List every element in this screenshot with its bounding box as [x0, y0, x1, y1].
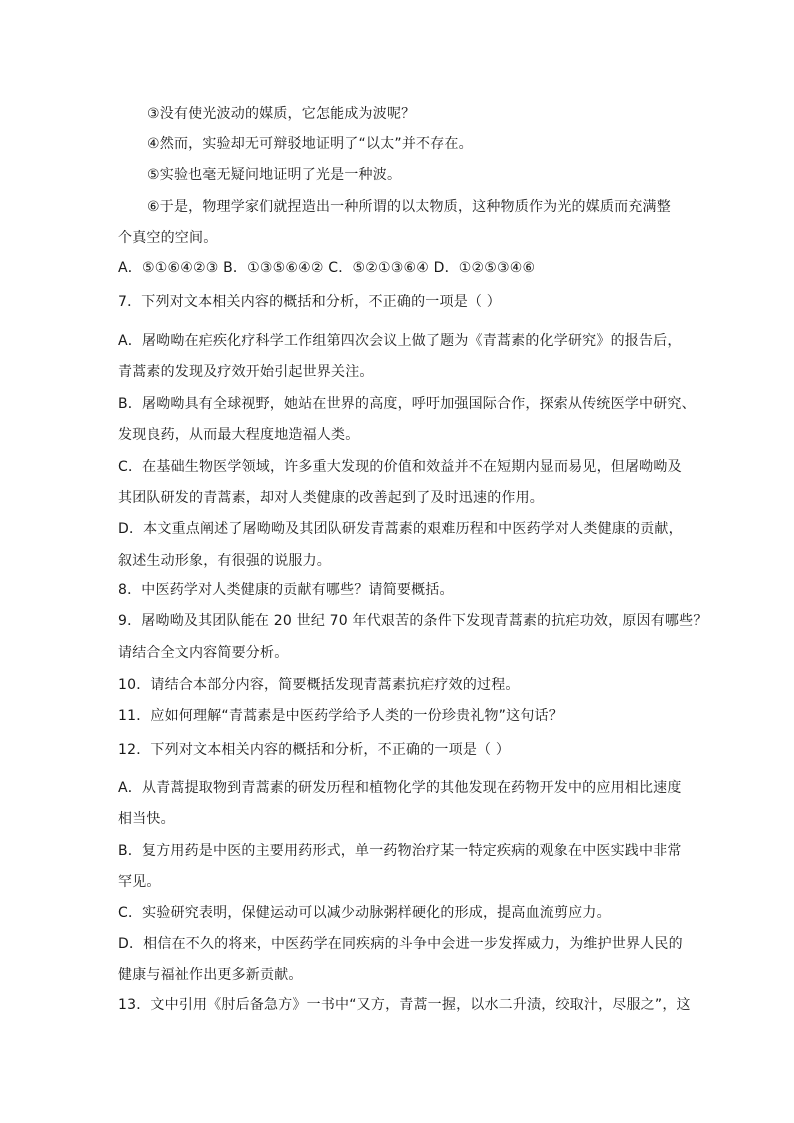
question-9-cont: 请结合全文内容简要分析。	[118, 645, 289, 661]
q7-option-c-cont: 其团队研发的青蒿素，却对人类健康的改善起到了及时迅速的作用。	[118, 490, 544, 506]
q7-option-d: D．本文重点阐述了屠呦呦及其团队研发青蒿素的艰难历程和中医药学对人类健康的贡献，	[118, 521, 683, 537]
q12-option-b: B．复方用药是中医的主要用药形式，单一药物治疗某一特定疾病的观象在中医实践中非常	[118, 843, 682, 859]
q12-option-a-cont: 相当快。	[118, 811, 175, 827]
question-9: 9．屠呦呦及其团队能在 20 世纪 70 年代艰苦的条件下发现青蒿素的抗疟功效，原因有哪些？	[118, 613, 708, 629]
passage-sentence-5: ⑤实验也毫无疑问地证明了光是一种波。	[147, 167, 402, 183]
passage-sentence-6: ⑥于是，物理学家们就捏造出一种所谓的以太物质，这种物质作为光的媒质而充满整	[147, 199, 671, 215]
passage-sentence-6-cont: 个真空的空间。	[118, 230, 218, 246]
passage-sentence-3: ③没有使光波动的媒质，它怎能成为波呢？	[147, 106, 416, 122]
q12-option-d-cont: 健康与福祉作出更多新贡献。	[118, 967, 303, 983]
q7-option-b-cont: 发现良药，从而最大程度地造福人类。	[118, 427, 360, 443]
q7-option-d-cont: 叙述生动形象，有很强的说服力。	[118, 553, 331, 569]
answer-options: A．⑤①⑥④②③ B．①③⑤⑥④② C．⑤②①③⑥④ D．①②⑤③④⑥	[118, 260, 536, 276]
question-11: 11．应如何理解“青蒿素是中医药学给予人类的一份珍贵礼物”这句话？	[118, 708, 563, 724]
q7-option-a-cont: 青蒿素的发现及疗效开始引起世界关注。	[118, 364, 374, 380]
question-10: 10．请结合本部分内容，简要概括发现青蒿素抗疟疗效的过程。	[118, 677, 520, 693]
passage-sentence-4: ④然而，实验却无可辩驳地证明了“以太”并不存在。	[147, 136, 473, 152]
q7-option-a: A．屠呦呦在疟疾化疗科学工作组第四次会议上做了题为《青蒿素的化学研究》的报告后，	[118, 333, 682, 349]
question-8: 8．中医药学对人类健康的贡献有哪些？请简要概括。	[118, 582, 454, 598]
q12-option-b-cont: 罕见。	[118, 874, 161, 890]
q12-option-d: D．相信在不久的将来，中医药学在同疾病的斗争中会进一步发挥威力，为维护世界人民的	[118, 936, 683, 952]
question-7: 7．下列对文本相关内容的概括和分析，不正确的一项是（ ）	[118, 294, 501, 310]
q7-option-b: B．屠呦呦具有全球视野，她站在世界的高度，呼吁加强国际合作，探索从传统医学中研究、	[118, 396, 696, 412]
q7-option-c: C．在基础生物医学领域，许多重大发现的价值和效益并不在短期内显而易见，但屠呦呦及	[118, 459, 682, 475]
q12-option-c: C．实验研究表明，保健运动可以减少动脉粥样硬化的形成，提高血流剪应力。	[118, 905, 611, 921]
q12-option-a: A．从青蒿提取物到青蒿素的研发历程和植物化学的其他发现在药物开发中的应用相比速度	[118, 780, 682, 796]
question-12: 12．下列对文本相关内容的概括和分析，不正确的一项是（ ）	[118, 742, 511, 758]
question-13: 13．文中引用《肘后备急方》一书中“又方，青蒿一握，以水二升渍，绞取汁，尽服之”，这	[118, 997, 691, 1013]
